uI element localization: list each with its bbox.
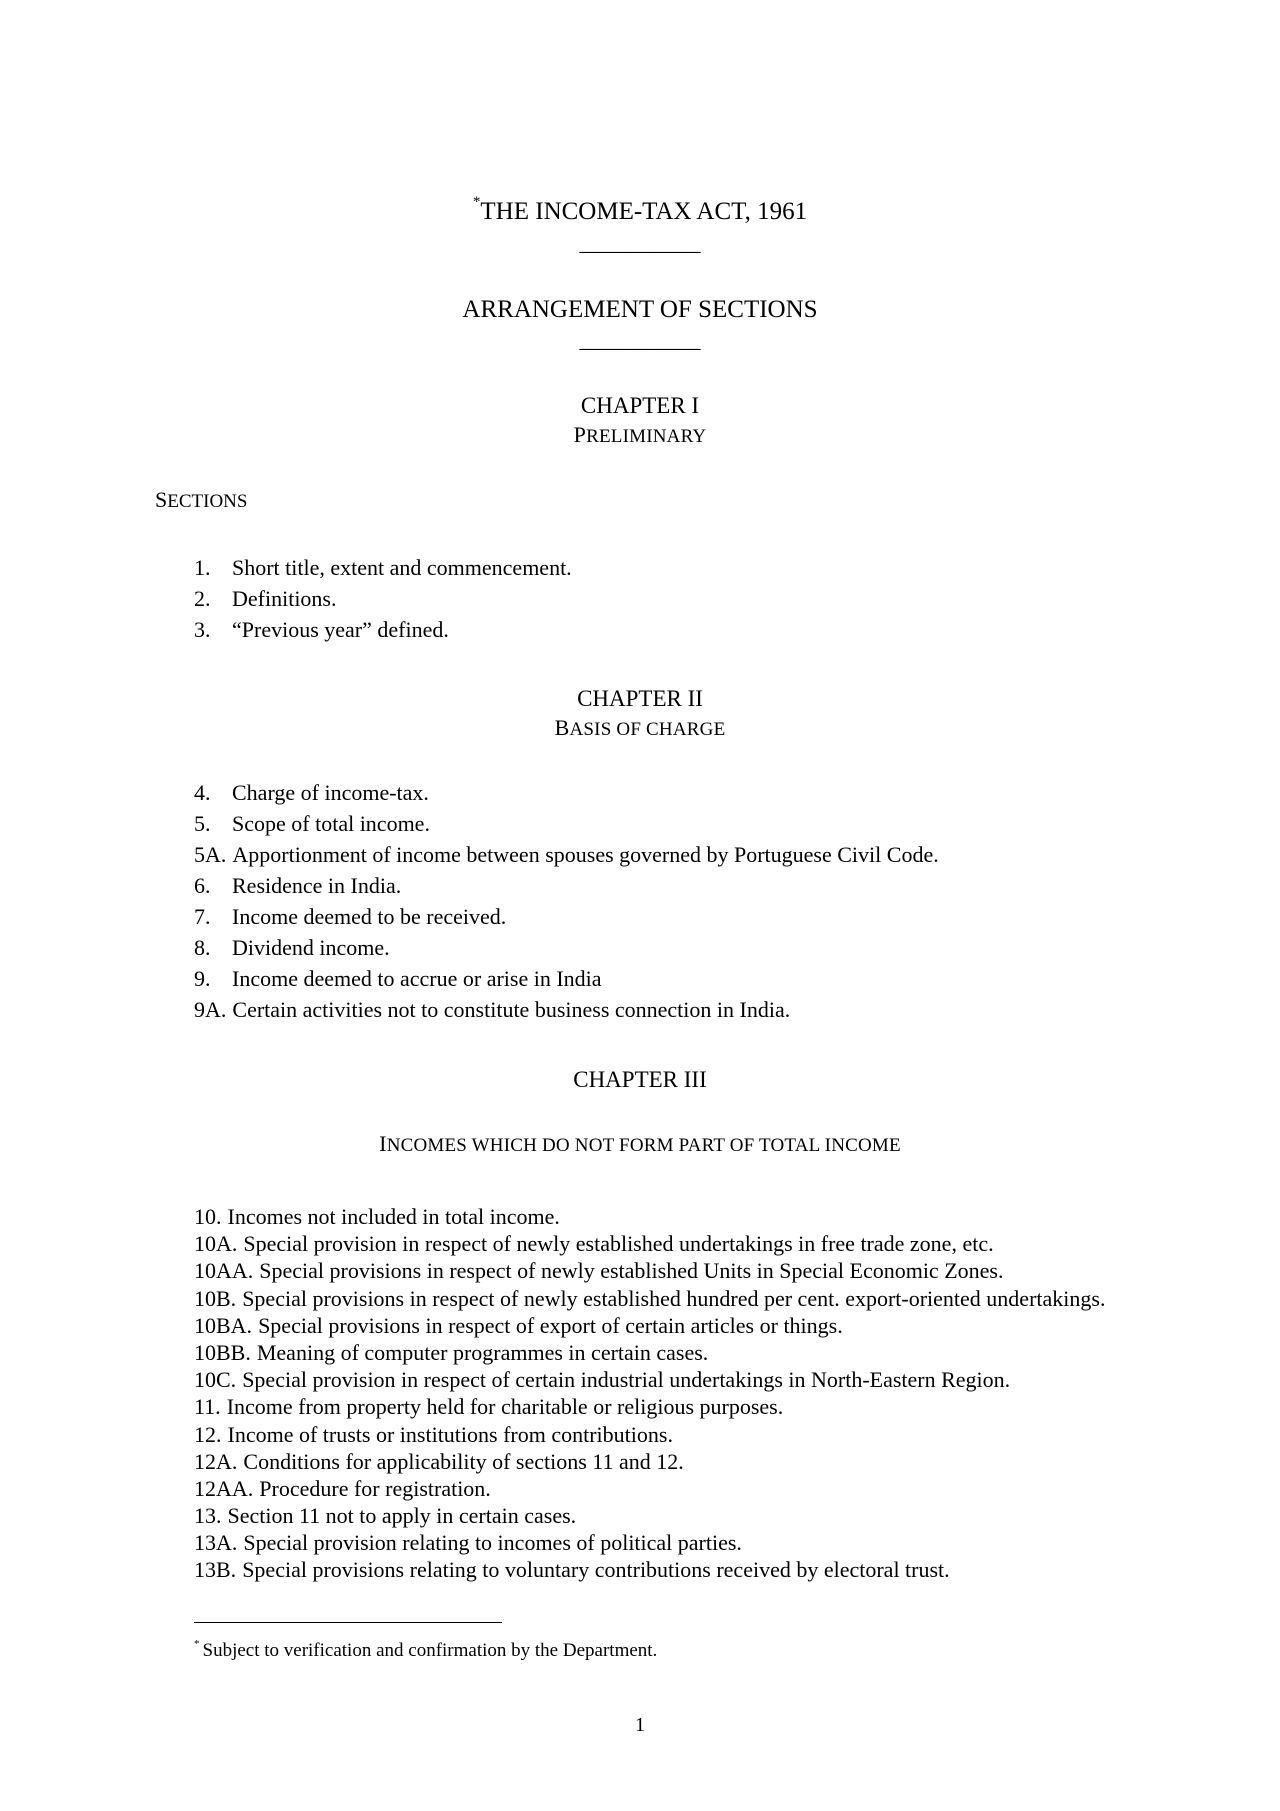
footnote: [194, 1640, 657, 1662]
section-title: “Previous year” defined.: [232, 617, 449, 642]
title-text: THE INCOME-TAX ACT, 1961: [480, 198, 808, 225]
section-title: Procedure for registration.: [259, 1475, 491, 1501]
sections-label: [155, 487, 247, 513]
list-item: [194, 1203, 1105, 1230]
list-item: [194, 583, 572, 614]
section-title: Special provision relating to incomes of political parties.: [243, 1530, 742, 1556]
section-number: 9A.: [194, 997, 227, 1022]
list-item: [194, 1556, 1105, 1583]
section-title: Scope of total income.: [232, 811, 430, 836]
sections-label-initial: S: [155, 487, 168, 512]
list-item: [194, 1448, 1105, 1475]
section-title: Income deemed to accrue or arise in India: [232, 966, 602, 991]
document-title: [0, 194, 1280, 226]
title-rule: ___________: [579, 230, 701, 255]
footnote-marker: *: [194, 1638, 200, 1650]
section-title: Income from property held for charitable or religious purposes.: [226, 1394, 784, 1420]
list-item: [194, 870, 939, 901]
section-number: 9.: [194, 966, 211, 991]
section-title: Incomes not included in total income.: [227, 1204, 560, 1229]
section-number: 10A.: [194, 1231, 238, 1257]
chapter-1-subheading-rest: RELIMINARY: [586, 426, 707, 447]
chapter-3-heading: CHAPTER III: [573, 1067, 707, 1092]
section-number: 10B.: [194, 1285, 237, 1311]
chapter-1-section-list: [194, 552, 572, 645]
section-title: Special provision in respect of newly established undertakings in free trade zone, etc.: [243, 1231, 994, 1257]
section-title: Apportionment of income between spouses governed by Portuguese Civil Code.: [232, 842, 939, 867]
page-number: 1: [635, 1714, 645, 1736]
section-number: 10BB.: [194, 1339, 251, 1365]
list-item: [194, 963, 939, 994]
list-item: [194, 1230, 1105, 1257]
section-title: Special provisions in respect of newly established hundred per cent. export-oriented undertakings.: [242, 1285, 1106, 1311]
subtitle-rule: ___________: [579, 327, 701, 352]
section-number: 12A.: [194, 1448, 238, 1474]
title-footnote-marker: *: [472, 194, 481, 210]
footnote-divider: [194, 1622, 502, 1623]
list-item: [194, 552, 572, 583]
chapter-3-section-list: [194, 1203, 1105, 1584]
chapter-3-subheading-initial: I: [379, 1131, 387, 1156]
chapter-2-subheading-rest: ASIS OF CHARGE: [569, 719, 726, 740]
section-title: Special provision in respect of certain industrial undertakings in North-Eastern Region.: [242, 1367, 1011, 1393]
chapter-2-subheading-initial: B: [554, 715, 570, 740]
chapter-1-heading: CHAPTER I: [580, 393, 700, 418]
section-number: 8.: [194, 935, 211, 960]
list-item: [194, 932, 939, 963]
section-number: 13A.: [194, 1530, 238, 1556]
section-number: 5A.: [194, 842, 227, 867]
section-number: 10AA.: [194, 1258, 254, 1284]
arrangement-heading: ARRANGEMENT OF SECTIONS: [462, 296, 818, 323]
section-number: 5.: [194, 811, 211, 836]
section-number: 12AA.: [194, 1475, 254, 1501]
list-item: [194, 1339, 1105, 1366]
list-item: [194, 808, 939, 839]
section-number: 6.: [194, 873, 211, 898]
list-item: [194, 1502, 1105, 1529]
chapter-3-subheading: [0, 1131, 1280, 1157]
chapter-3-subheading-rest: NCOMES WHICH DO NOT FORM PART OF TOTAL INCOME: [386, 1135, 901, 1156]
list-item: [194, 777, 939, 808]
section-title: Certain activities not to constitute business connection in India.: [232, 997, 791, 1022]
section-title: Dividend income.: [232, 935, 390, 960]
section-number: 3.: [194, 617, 211, 642]
section-title: Charge of income-tax.: [232, 780, 429, 805]
list-item: [194, 1529, 1105, 1556]
chapter-1-subheading-initial: P: [573, 422, 587, 447]
section-title: Income deemed to be received.: [232, 904, 507, 929]
section-number: 12.: [194, 1421, 222, 1447]
section-number: 1.: [194, 555, 211, 580]
sections-label-rest: ECTIONS: [167, 491, 248, 512]
list-item: [194, 1475, 1105, 1502]
section-title: Definitions.: [232, 586, 337, 611]
section-title: Special provisions in respect of export of certain articles or things.: [258, 1312, 843, 1338]
section-number: 10C.: [194, 1367, 237, 1393]
section-number: 11.: [194, 1394, 221, 1420]
footnote-text: Subject to verification and confirmation by the Department.: [202, 1640, 658, 1661]
section-number: 10BA.: [194, 1312, 253, 1338]
list-item: [194, 901, 939, 932]
section-title: Special provisions in respect of newly established Units in Special Economic Zones.: [259, 1258, 1004, 1284]
chapter-2-heading: CHAPTER II: [577, 686, 703, 711]
section-number: 13.: [194, 1503, 222, 1529]
section-title: Meaning of computer programmes in certain cases.: [256, 1339, 709, 1365]
list-item: [194, 1312, 1105, 1339]
list-item: [194, 1366, 1105, 1393]
section-title: Income of trusts or institutions from contributions.: [227, 1421, 673, 1447]
list-item: [194, 1421, 1105, 1448]
list-item: [194, 839, 939, 870]
section-number: 2.: [194, 586, 211, 611]
section-title: Residence in India.: [232, 873, 402, 898]
list-item: [194, 614, 572, 645]
list-item: [194, 1393, 1105, 1420]
list-item: [194, 1257, 1105, 1284]
section-title: Short title, extent and commencement.: [232, 555, 572, 580]
section-number: 10.: [194, 1204, 222, 1229]
chapter-2-section-list: [194, 777, 939, 1025]
section-number: 7.: [194, 904, 211, 929]
section-title: Section 11 not to apply in certain cases.: [227, 1503, 577, 1529]
section-title: Conditions for applicability of sections 11 and 12.: [243, 1448, 684, 1474]
section-title: Special provisions relating to voluntary contributions received by electoral trust.: [242, 1557, 950, 1583]
chapter-2-subheading: [0, 715, 1280, 741]
section-number: 4.: [194, 780, 211, 805]
list-item: [194, 994, 939, 1025]
list-item: [194, 1285, 1105, 1312]
section-number: 13B.: [194, 1557, 237, 1583]
chapter-1-subheading: [0, 422, 1280, 448]
